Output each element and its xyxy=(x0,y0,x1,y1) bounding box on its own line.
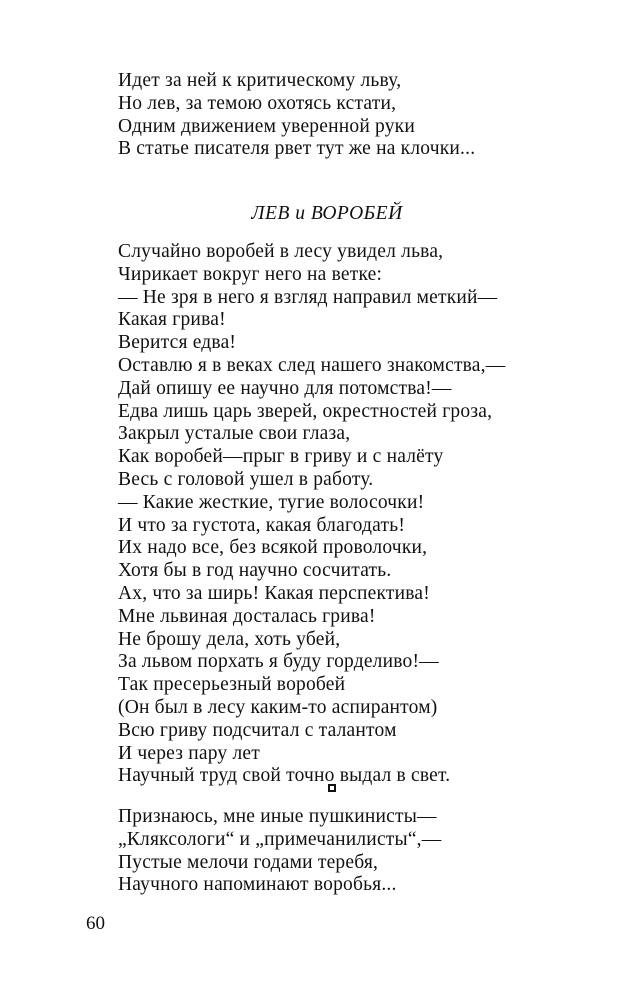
verse-line: Мне львиная досталась грива! xyxy=(118,605,376,627)
verse-line: Научный труд свой точно выдал в свет. xyxy=(118,765,451,787)
verse-line: Верится едва! xyxy=(118,332,237,354)
square-outline-icon xyxy=(328,784,336,792)
verse-line: Всю гриву подсчитал с талантом xyxy=(118,719,397,741)
verse-line: Идет за ней к критическому льву, xyxy=(118,70,402,91)
verse-line: И через пару лет xyxy=(118,742,260,764)
poem-title: ЛЕВ и ВОРОБЕЙ xyxy=(251,203,403,224)
verse-line: Весь с головой ушел в работу. xyxy=(118,468,374,490)
verse-line: Как воробей—прыг в гриву и с налёту xyxy=(118,446,444,468)
verse-line: Оставлю я в веках след нашего знакомства,— xyxy=(118,354,506,376)
verse-line: Научного напоминают воробья... xyxy=(118,874,397,896)
verse-line: Случайно воробей в лесу увидел льва, xyxy=(118,241,444,262)
verse-line: И что за густота, какая благодать! xyxy=(118,514,406,536)
verse-line: Пустые мелочи годами теребя, xyxy=(118,851,379,873)
verse-line: Чирикает вокруг него на ветке: xyxy=(118,263,383,285)
verse-line: Их надо все, без всякой проволочки, xyxy=(118,537,428,559)
verse-line: Едва лишь царь зверей, окрестностей гроза, xyxy=(118,400,493,422)
page-number: 60 xyxy=(86,913,105,934)
verse-line: За львом порхать я буду горделиво!— xyxy=(118,651,439,673)
verse-line: Закрыл усталые свои глаза, xyxy=(118,423,351,445)
verse-line: Признаюсь, мне иные пушкинисты— xyxy=(118,806,437,827)
moral-stanza xyxy=(118,806,558,897)
verse-line: (Он был в лесу каким-то аспирантом) xyxy=(118,696,438,718)
verse-line: Но лев, за темою охотясь кстати, xyxy=(118,92,397,114)
verse-line: — Какие жесткие, тугие волосочки! xyxy=(118,491,425,513)
verse-line: Не брошу дела, хоть убей, xyxy=(118,628,341,650)
poem-body xyxy=(118,241,558,788)
verse-line: Так пресерьезный воробей xyxy=(118,674,346,696)
verse-line: Какая грива! xyxy=(118,309,226,331)
verse-line: Одним движением уверенной руки xyxy=(118,115,415,137)
verse-line: Хотя бы в год научно сосчитать. xyxy=(118,560,392,582)
verse-line: — Не зря в него я взгляд направил меткий— xyxy=(118,286,498,308)
verse-line: Дай опишу ее научно для потомства!— xyxy=(118,377,452,399)
verse-line: В статье писателя рвет тут же на клочки... xyxy=(118,138,476,160)
verse-line: Ах, что за ширь! Какая перспектива! xyxy=(118,582,430,604)
verse-line: „Кляксологи“ и „примечанилисты“,— xyxy=(118,828,442,850)
top-stanza xyxy=(118,70,558,161)
